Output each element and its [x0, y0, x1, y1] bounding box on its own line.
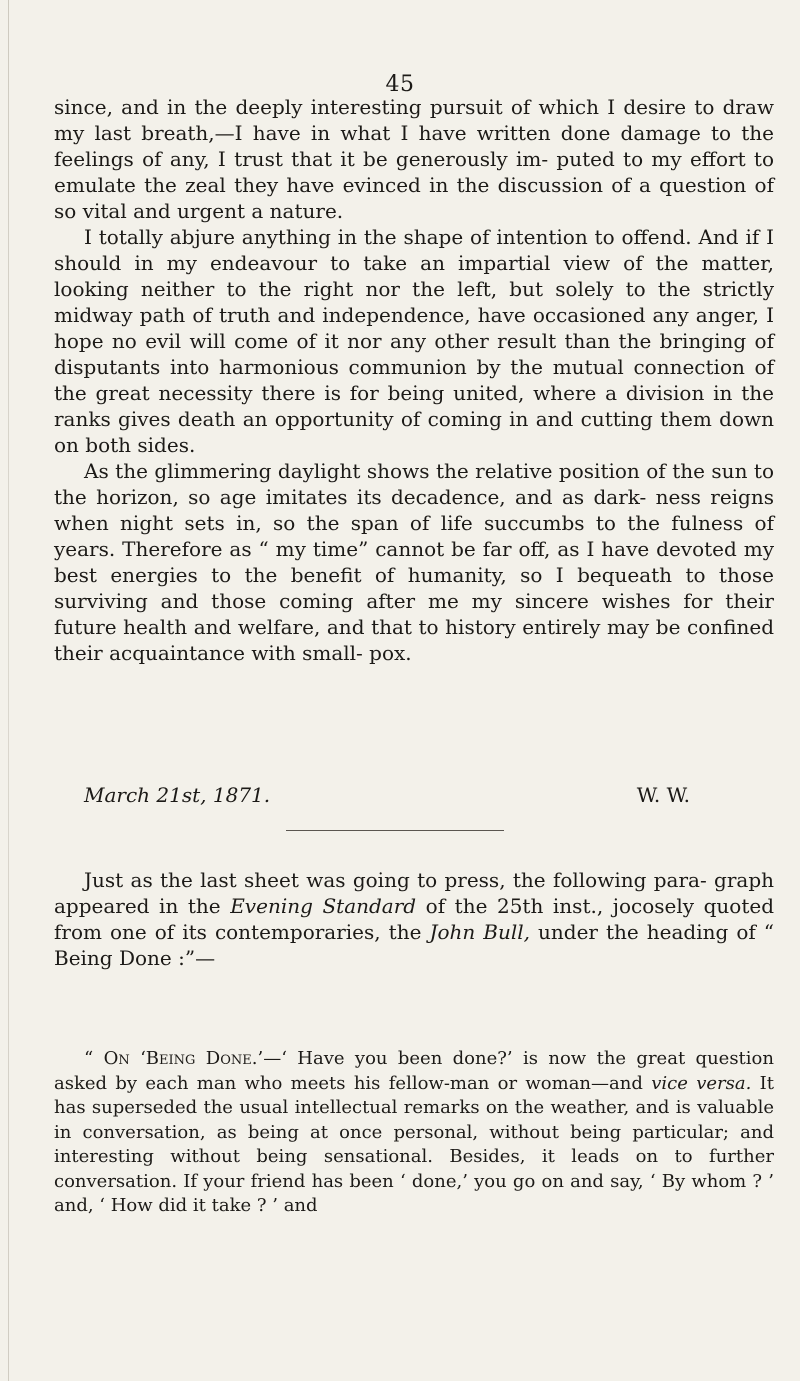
quote-text-2: It has superseded the usual intellectual remarks on the weather, and is valuable in conversation, as being at once personal, without being particular; and interesting without being sensational. Besides, it leads on to further conversation. If your friend has been ‘ done,’ you go on and say, ‘ By whom ? ’ and, ‘ How did it take ? ’ and [54, 1072, 774, 1216]
paragraph-abjure-offence: I totally abjure anything in the shape of intention to offend. And if I should in my endeavour to take an impartial view of the matter, looking neither to the right nor the left, but solely to the strictly midway path of truth and independence, have occasioned any anger, I hope no evil will come of it nor any other result than the bringing of disputants into harmonious communion by the mutual connection of the great necessity there is for being united, where a division in the ranks gives death an opportunity of coming in and cutting them down on both sides. [54, 225, 774, 457]
page-edge-shadow [8, 0, 9, 1381]
quote-heading: On ‘Being Done.’ [103, 1048, 264, 1069]
newspaper-title-john-bull: John Bull, [429, 920, 531, 944]
quotation-body [54, 1047, 774, 1219]
quote-open-mark: “ [84, 1048, 104, 1069]
page-number: 45 [385, 72, 415, 97]
signature-line [84, 782, 690, 808]
section-divider [286, 830, 504, 831]
press-note-text-2: of the 25th inst., jocosely quoted from one of its contemporaries, the [54, 894, 774, 944]
quote-text-1: —‘ Have you been done?’ is now the great question asked by each man who meets his fellow-man or woman—and [54, 1048, 774, 1094]
press-note-text-1: Just as the last sheet was going to press, the following para- graph appeared in the [54, 868, 774, 918]
newspaper-title-evening-standard: Evening Standard [230, 894, 417, 918]
paragraph-closing-apology: since, and in the deeply interesting pursuit of which I desire to draw my last breath,—I have in what I have written done damage to the feelings of any, I trust that it be generously im- puted to my effort to emulate the zeal they have evinced in the discussion of a question of so vital and urgent a nature. [54, 95, 774, 223]
paragraph-press-note [54, 867, 774, 971]
press-note-text-3: under the heading of “ Being Done :”— [54, 920, 775, 970]
signature-date: March 21st, 1871. [84, 783, 271, 807]
signature-initials: W. W. [636, 783, 690, 807]
upper-text-block [54, 94, 774, 666]
lower-text-block [54, 867, 774, 971]
paragraph-bequest: As the glimmering daylight shows the relative position of the sun to the horizon, so age imitates its decadence, and as dark- ness reigns when night sets in, so the span of life succumbs to the fulness of years. Therefore as “ my time” cannot be far off, as I have devoted my best energies to the benefit of humanity, so I bequeath to those surviving and those coming after me my sincere wishes for their future health and welfare, and that to history entirely may be confined their acquaintance with small- pox. [54, 459, 774, 665]
quote-latin-phrase: vice versa. [651, 1072, 752, 1094]
quoted-paragraph [54, 1047, 774, 1219]
